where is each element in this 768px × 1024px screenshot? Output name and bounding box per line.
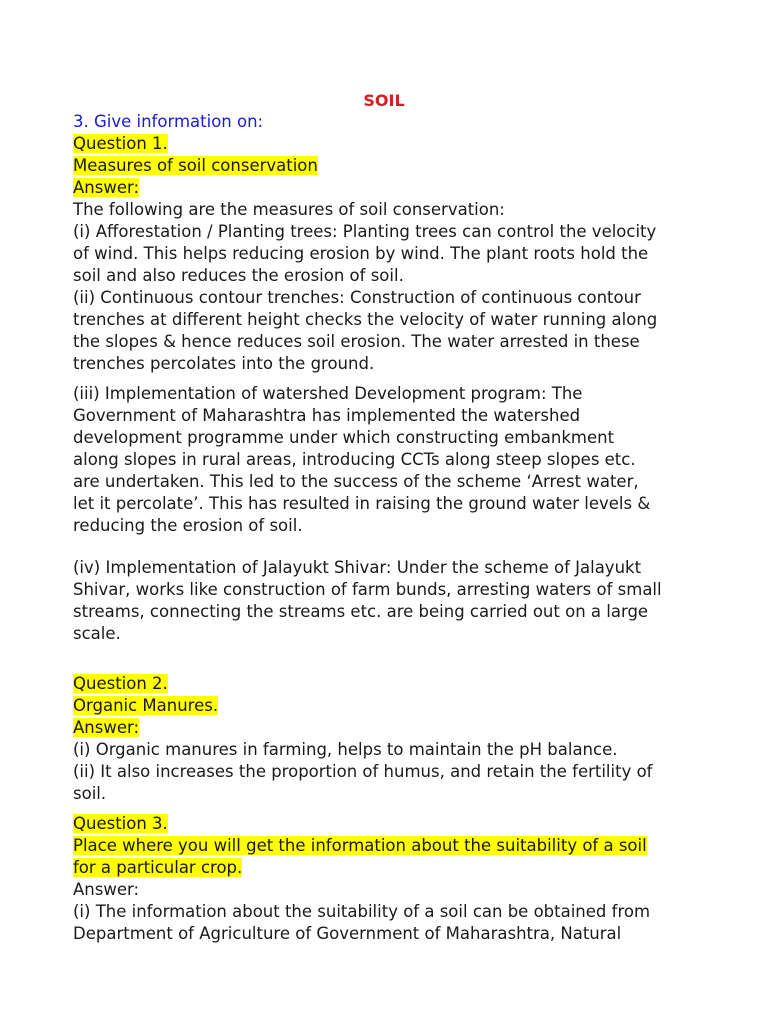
answer-line: trenches at different height checks the velocity of water running along [73,310,658,329]
document-body [73,111,713,945]
question-1-topic: Measures of soil conservation [73,156,318,175]
answer-line: soil. [73,784,107,803]
answer-line: scale. [73,624,121,643]
answer-line: (iii) Implementation of watershed Development program: The [73,384,583,403]
answer-line: Government of Maharashtra has implemented the watershed [73,406,581,425]
question-3-label: Question 3. [73,814,168,833]
answer-line: (i) Organic manures in farming, helps to maintain the pH balance. [73,740,618,759]
answer-line: along slopes in rural areas, introducing CCTs along steep slopes etc. [73,450,636,469]
answer-line: soil and also reduces the erosion of soil. [73,266,404,285]
answer-line: trenches percolates into the ground. [73,354,375,373]
answer-line: streams, connecting the streams etc. are being carried out on a large [73,602,649,621]
question-2-answer-label: Answer: [73,718,140,737]
answer-line: the slopes & hence reduces soil erosion. The water arrested in these [73,332,640,351]
question-3-topic: Place where you will get the information about the suitability of a soil [73,836,647,855]
answer-line: are undertaken. This led to the success of the scheme ‘Arrest water, [73,472,639,491]
question-1-answer-label: Answer: [73,178,140,197]
answer-line: (ii) Continuous contour trenches: Construction of continuous contour [73,288,641,307]
answer-line: let it percolate’. This has resulted in raising the ground water levels & [73,494,651,513]
answer-line: development programme under which constructing embankment [73,428,615,447]
document-title: SOIL [363,91,405,110]
question-2-label: Question 2. [73,674,168,693]
question-3-answer-label: Answer: [73,880,140,899]
section-intro: 3. Give information on: [73,112,264,131]
answer-line: reducing the erosion of soil. [73,516,303,535]
question-2-topic: Organic Manures. [73,696,219,715]
answer-line: (ii) It also increases the proportion of humus, and retain the fertility of [73,762,653,781]
answer-line: (iv) Implementation of Jalayukt Shivar: Under the scheme of Jalayukt [73,558,642,577]
question-1-label: Question 1. [73,134,168,153]
answer-line: of wind. This helps reducing erosion by wind. The plant roots hold the [73,244,649,263]
answer-line: Shivar, works like construction of farm bunds, arresting waters of small [73,580,662,599]
answer-line: Department of Agriculture of Government of Maharashtra, Natural [73,924,622,943]
answer-line: The following are the measures of soil conservation: [73,200,505,219]
answer-line: (i) The information about the suitability of a soil can be obtained from [73,902,651,921]
answer-line: (i) Afforestation / Planting trees: Planting trees can control the velocity [73,222,657,241]
question-3-topic: for a particular crop. [73,858,243,877]
